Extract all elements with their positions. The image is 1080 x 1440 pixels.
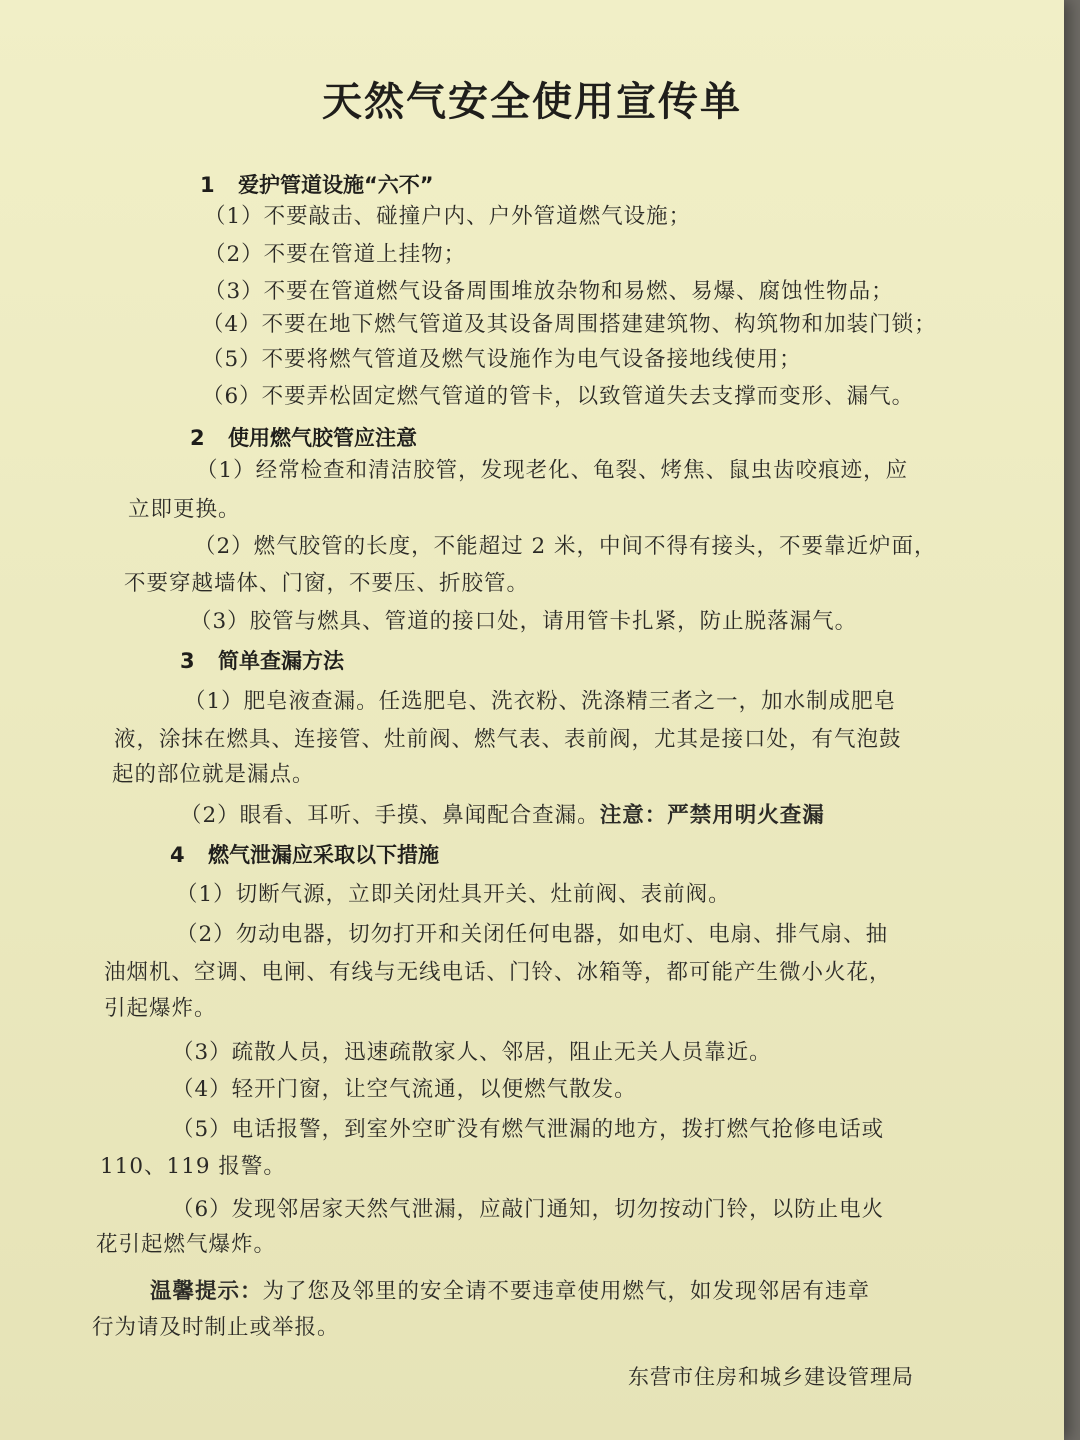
warm-tip [150,1277,870,1307]
section-1-heading [200,170,434,200]
section-title: 爱护管道设施“六不” [238,173,434,197]
section-4-item: 110、119 报警。 [100,1154,286,1179]
section-1-item: （3）不要在管道燃气设备周围堆放杂物和易燃、易爆、腐蚀性物品； [204,279,894,304]
section-4-item: （1）切断气源，立即关闭灶具开关、灶前阀、表前阀。 [176,882,731,907]
section-1-item: （4）不要在地下燃气管道及其设备周围搭建建筑物、构筑物和加装门锁； [202,312,937,337]
section-2-item: （2）燃气胶管的长度，不能超过 2 米，中间不得有接头，不要靠近炉面， [194,534,937,559]
section-title: 使用燃气胶管应注意 [228,426,417,450]
section-1-item: （6）不要弄松固定燃气管道的管卡，以致管道失去支撑而变形、漏气。 [202,384,915,409]
warm-tip-text-continued: 行为请及时制止或举报。 [92,1315,340,1340]
section-4-item: （6）发现邻居家天然气泄漏，应敲门通知，切勿按动门铃，以防止电火 [172,1197,885,1222]
flyer-title: 天然气安全使用宣传单 [322,79,742,125]
section-title: 简单查漏方法 [218,649,344,673]
section-4-item: （3）疏散人员，迅速疏散家人、邻居，阻止无关人员靠近。 [172,1040,772,1065]
section-3-item: 起的部位就是漏点。 [112,762,315,787]
section-3-item: （2）眼看、耳听、手摸、鼻闻配合查漏。 [180,803,600,828]
section-4-item: （2）勿动电器，切勿打开和关闭任何电器，如电灯、电扇、排气扇、抽 [176,922,889,947]
note-warning: 严禁用明火查漏 [667,803,825,828]
section-1-item: （5）不要将燃气管道及燃气设施作为电气设备接地线使用； [202,347,802,372]
section-4-item: （4）轻开门窗，让空气流通，以便燃气散发。 [172,1077,637,1102]
section-number: 1 [200,173,215,197]
section-4-item: 花引起燃气爆炸。 [96,1232,277,1257]
section-1-item: （2）不要在管道上挂物； [204,242,467,267]
section-4-heading [170,840,439,870]
section-3-item: （1）肥皂液查漏。任选肥皂、洗衣粉、洗涤精三者之一，加水制成肥皂 [184,689,897,714]
issuer-signature: 东营市住房和城乡建设管理局 [628,1365,914,1389]
section-2-item: （1）经常检查和清洁胶管，发现老化、龟裂、烤焦、鼠虫齿咬痕迹，应 [196,458,909,483]
section-number: 3 [180,649,195,673]
warm-tip-label: 温馨提示： [150,1279,263,1304]
section-3-item: 液，涂抹在燃具、连接管、灶前阀、燃气表、表前阀，尤其是接口处，有气泡鼓 [114,727,902,752]
section-4-item: 引起爆炸。 [104,996,217,1021]
note-label: 注意： [599,803,668,828]
section-2-item: 立即更换。 [128,497,241,522]
section-1-item: （1）不要敲击、碰撞户内、户外管道燃气设施； [204,204,692,229]
section-2-item: 不要穿越墙体、门窗，不要压、折胶管。 [124,571,530,596]
section-4-item: （5）电话报警，到室外空旷没有燃气泄漏的地方，拨打燃气抢修电话或 [172,1117,885,1142]
section-title: 燃气泄漏应采取以下措施 [208,843,439,867]
section-2-heading [190,423,417,453]
section-number: 4 [170,843,185,867]
section-number: 2 [190,426,205,450]
warm-tip-text: 为了您及邻里的安全请不要违章使用燃气，如发现邻居有违章 [262,1279,871,1304]
section-3-item-with-note [180,801,825,831]
section-4-item: 油烟机、空调、电闸、有线与无线电话、门铃、冰箱等，都可能产生微小火花， [104,960,892,985]
section-2-item: （3）胶管与燃具、管道的接口处，请用管卡扎紧，防止脱落漏气。 [190,609,858,634]
section-3-heading [180,646,344,676]
